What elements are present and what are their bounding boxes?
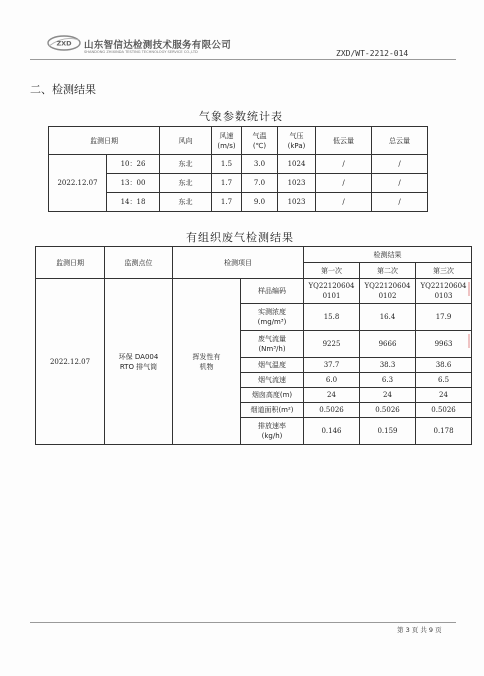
weather-date-cell: 2022.12.07 xyxy=(49,155,107,212)
weather-header-low-cloud: 低云量 xyxy=(316,127,372,155)
logo-text: ZXD xyxy=(56,39,72,48)
exhaust-row xyxy=(36,279,472,304)
weather-header-total-cloud: 总云量 xyxy=(372,127,428,155)
weather-header-pressure: 气压 (kPa) xyxy=(278,127,316,155)
company-name-en: SHANDONG ZHIXINDA TESTING TECHNOLOGY SERVICE CO.,LTD xyxy=(84,50,198,54)
weather-header-temp: 气温 (℃) xyxy=(242,127,278,155)
exhaust-table xyxy=(35,246,472,445)
weather-total-cloud: / xyxy=(372,193,428,212)
result-cell: 9963 xyxy=(416,331,472,358)
exhaust-header-point: 监测点位 xyxy=(105,247,173,279)
param-label: 烟气流速 xyxy=(241,373,304,388)
exhaust-header-item: 检测项目 xyxy=(173,247,304,279)
result-cell: YQ22120604 0101 xyxy=(304,279,360,304)
param-label: 烟气温度 xyxy=(241,358,304,373)
weather-table-title: 气象参数统计表 xyxy=(199,110,283,123)
weather-direction: 东北 xyxy=(160,174,212,193)
weather-time: 14：18 xyxy=(107,193,160,212)
weather-time: 13：00 xyxy=(107,174,160,193)
weather-pressure: 1023 xyxy=(278,174,316,193)
weather-time: 10：26 xyxy=(107,155,160,174)
result-cell: 16.4 xyxy=(360,304,416,331)
param-label: 样品编码 xyxy=(241,279,304,304)
seal-fragment xyxy=(468,334,476,348)
result-cell: 24 xyxy=(304,388,360,403)
exhaust-header-date: 监测日期 xyxy=(36,247,105,279)
footer-rule xyxy=(30,622,456,623)
result-cell: 6.3 xyxy=(360,373,416,388)
result-cell: 24 xyxy=(416,388,472,403)
weather-pressure: 1023 xyxy=(278,193,316,212)
weather-speed: 1.7 xyxy=(212,174,242,193)
section-title: 二、检测结果 xyxy=(30,83,96,96)
weather-total-cloud: / xyxy=(372,155,428,174)
weather-pressure: 1024 xyxy=(278,155,316,174)
param-label: 烟囱高度(m) xyxy=(241,388,304,403)
weather-direction: 东北 xyxy=(160,155,212,174)
param-label: 实测浓度 (mg/m³) xyxy=(241,304,304,331)
weather-header-row xyxy=(49,127,428,155)
result-cell: 6.0 xyxy=(304,373,360,388)
result-cell: YQ22120604 0102 xyxy=(360,279,416,304)
result-cell: 9666 xyxy=(360,331,416,358)
result-cell: 0.5026 xyxy=(360,403,416,418)
company-logo xyxy=(46,34,82,52)
result-cell: 6.5 xyxy=(416,373,472,388)
weather-header-direction: 风向 xyxy=(160,127,212,155)
weather-low-cloud: / xyxy=(316,174,372,193)
exhaust-table-title: 有组织废气检测结果 xyxy=(186,231,294,244)
result-cell: 0.5026 xyxy=(416,403,472,418)
param-label: 烟道面积(m²) xyxy=(241,403,304,418)
result-cell: 38.6 xyxy=(416,358,472,373)
weather-total-cloud: / xyxy=(372,174,428,193)
exhaust-header-row xyxy=(36,247,472,263)
exhaust-point-cell: 环保 DA004 RTO 排气筒 xyxy=(105,279,173,445)
result-cell: 24 xyxy=(360,388,416,403)
weather-temp: 9.0 xyxy=(242,193,278,212)
param-label: 排放速率 (kg/h) xyxy=(241,418,304,445)
result-cell: YQ22120604 0103 xyxy=(416,279,472,304)
weather-direction: 东北 xyxy=(160,193,212,212)
weather-table xyxy=(48,126,428,212)
result-cell: 17.9 xyxy=(416,304,472,331)
exhaust-date-cell: 2022.12.07 xyxy=(36,279,105,445)
result-cell: 0.146 xyxy=(304,418,360,445)
result-cell: 37.7 xyxy=(304,358,360,373)
weather-speed: 1.5 xyxy=(212,155,242,174)
weather-header-date: 监测日期 xyxy=(49,127,160,155)
result-cell: 9225 xyxy=(304,331,360,358)
weather-low-cloud: / xyxy=(316,155,372,174)
document-number: ZXD/WT-2212-014 xyxy=(336,49,409,58)
weather-header-speed: 风速 (m/s) xyxy=(212,127,242,155)
exhaust-header-result: 检测结果 xyxy=(304,247,472,263)
param-label: 废气流量 (Nm³/h) xyxy=(241,331,304,358)
exhaust-header-first: 第一次 xyxy=(304,263,360,279)
header-rule xyxy=(30,59,456,60)
company-name-cn: 山东智信达检测技术服务有限公司 xyxy=(84,40,232,51)
exhaust-header-second: 第二次 xyxy=(360,263,416,279)
page-number: 第 3 页 共 9 页 xyxy=(397,626,442,634)
result-cell: 0.178 xyxy=(416,418,472,445)
result-cell: 15.8 xyxy=(304,304,360,331)
exhaust-item-cell: 挥发性有 机物 xyxy=(173,279,241,445)
exhaust-header-third: 第三次 xyxy=(416,263,472,279)
weather-speed: 1.7 xyxy=(212,193,242,212)
weather-low-cloud: / xyxy=(316,193,372,212)
result-cell: 0.5026 xyxy=(304,403,360,418)
result-cell: 38.3 xyxy=(360,358,416,373)
weather-temp: 7.0 xyxy=(242,174,278,193)
result-cell: 0.159 xyxy=(360,418,416,445)
seal-fragment xyxy=(468,282,476,296)
weather-row xyxy=(49,155,428,174)
weather-temp: 3.0 xyxy=(242,155,278,174)
